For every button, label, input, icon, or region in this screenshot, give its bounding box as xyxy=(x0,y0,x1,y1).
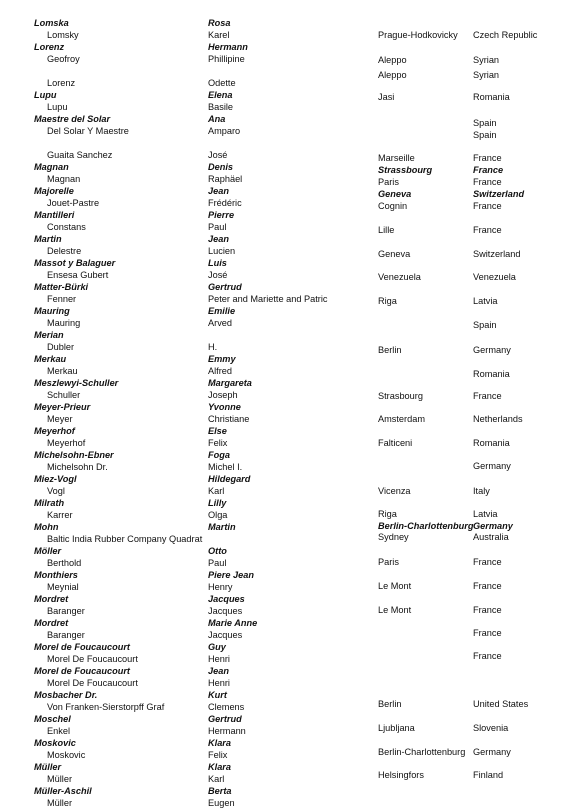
city-bold: Berlin-Charlottenburg xyxy=(378,521,474,531)
first-name-bold: Lilly xyxy=(208,498,227,508)
first-name: Paul xyxy=(208,222,227,232)
first-name-bold: Klara xyxy=(208,738,231,748)
country: France xyxy=(473,581,502,591)
first-name: Odette xyxy=(208,78,236,88)
country: Romania xyxy=(473,92,510,102)
person-name: Berthold xyxy=(47,558,82,568)
person-name: Enkel xyxy=(47,726,70,736)
person-name: Meynial xyxy=(47,582,79,592)
first-name-bold: Jean xyxy=(208,666,229,676)
city: Helsingfors xyxy=(378,770,424,780)
country: Syrian xyxy=(473,70,500,80)
city: Geneva xyxy=(378,249,411,259)
person-name: Karrer xyxy=(47,510,73,520)
city: Berlin xyxy=(378,699,402,709)
surname-header: Martin xyxy=(34,234,62,244)
first-name: Phillipine xyxy=(208,54,245,64)
first-name-bold: Otto xyxy=(208,546,227,556)
surname-header: Morel de Foucaucourt xyxy=(34,666,130,676)
first-name: Jacques xyxy=(208,606,243,616)
person-name: Vogl xyxy=(47,486,65,496)
city: Sydney xyxy=(378,532,409,542)
country: France xyxy=(473,225,502,235)
person-name: Müller xyxy=(47,774,73,784)
first-name: Amparo xyxy=(208,126,241,136)
first-name-bold: Luis xyxy=(208,258,227,268)
country: Latvia xyxy=(473,296,498,306)
city: Cognin xyxy=(378,201,408,211)
surname-header: Mohn xyxy=(34,522,59,532)
country: Switzerland xyxy=(473,249,521,259)
city: Ljubljana xyxy=(378,723,415,733)
city: Prague-Hodkovicky xyxy=(378,30,458,40)
city: Riga xyxy=(378,296,397,306)
country: Spain xyxy=(473,320,497,330)
person-name: Lupu xyxy=(47,102,68,112)
surname-header: Mantilleri xyxy=(34,210,75,220)
country: Germany xyxy=(473,461,511,471)
first-name: Alfred xyxy=(208,366,233,376)
city: Paris xyxy=(378,177,399,187)
first-name-bold: Ana xyxy=(208,114,226,124)
country: France xyxy=(473,201,502,211)
first-name: Frédéric xyxy=(208,198,242,208)
surname-header: Majorelle xyxy=(34,186,74,196)
surname-header: Massot y Balaguer xyxy=(34,258,116,268)
city: Strasbourg xyxy=(378,391,423,401)
country: Germany xyxy=(473,345,511,355)
country: France xyxy=(473,557,502,567)
country: Slovenia xyxy=(473,723,509,733)
person-name: Ensesa Gubert xyxy=(47,270,109,280)
first-name-bold: Klara xyxy=(208,762,231,772)
first-name-bold: Gertrud xyxy=(208,714,242,724)
first-name-bold: Yvonne xyxy=(208,402,241,412)
person-name: Constans xyxy=(47,222,86,232)
person-name: Baranger xyxy=(47,630,85,640)
surname-header: Lorenz xyxy=(34,42,65,52)
person-name: Meyer xyxy=(47,414,73,424)
first-name-bold: Martin xyxy=(208,522,236,532)
person-name: Jouet-Pastre xyxy=(47,198,100,208)
first-name-bold: Elena xyxy=(208,90,233,100)
first-name: Olga xyxy=(208,510,228,520)
person-name: Baltic India Rubber Company Quadrat xyxy=(47,534,203,544)
country: Australia xyxy=(473,532,509,542)
first-name-bold: Hildegard xyxy=(208,474,251,484)
first-name: José xyxy=(208,150,228,160)
country: United States xyxy=(473,699,529,709)
first-name: Michel I. xyxy=(208,462,243,472)
surname-header: Müller-Aschil xyxy=(34,786,92,796)
first-name-bold: Hermann xyxy=(208,42,248,52)
first-name: Jacques xyxy=(208,630,243,640)
surname-header: Müller xyxy=(34,762,62,772)
first-name-bold: Gertrud xyxy=(208,282,242,292)
surname-header: Morel de Foucaucourt xyxy=(34,642,130,652)
first-name: Felix xyxy=(208,750,228,760)
city: Lille xyxy=(378,225,395,235)
first-name: Karel xyxy=(208,30,230,40)
first-name-bold: Else xyxy=(208,426,227,436)
surname-header: Mauring xyxy=(34,306,70,316)
city: Jasi xyxy=(378,92,395,102)
first-name-bold: Kurt xyxy=(208,690,227,700)
surname-header: Milrath xyxy=(34,498,65,508)
first-name-bold: Jean xyxy=(208,186,229,196)
city: Vicenza xyxy=(378,486,411,496)
person-name: Michelsohn Dr. xyxy=(47,462,108,472)
first-name-bold: Guy xyxy=(208,642,226,652)
person-name: Lomsky xyxy=(47,30,79,40)
surname-header: Meyerhof xyxy=(34,426,75,436)
country-bold: France xyxy=(473,165,504,175)
person-name: Moskovic xyxy=(47,750,86,760)
city: Amsterdam xyxy=(378,414,425,424)
first-name-bold: Emmy xyxy=(208,354,236,364)
country: Venezuela xyxy=(473,272,516,282)
surname-header: Miez-Vogl xyxy=(34,474,77,484)
country: France xyxy=(473,605,502,615)
city: Berlin xyxy=(378,345,402,355)
first-name: Joseph xyxy=(208,390,238,400)
country: Germany xyxy=(473,747,511,757)
person-name: Del Solar Y Maestre xyxy=(47,126,129,136)
surname-header: Meszlewyi-Schuller xyxy=(34,378,119,388)
country: Latvia xyxy=(473,509,498,519)
surname-header: Mosbacher Dr. xyxy=(34,690,98,700)
surname-header: Lomska xyxy=(34,18,69,28)
first-name: Raphäel xyxy=(208,174,243,184)
person-name: Mauring xyxy=(47,318,81,328)
country: Finland xyxy=(473,770,504,780)
first-name-bold: Pierre xyxy=(208,210,235,220)
first-name-bold: Margareta xyxy=(208,378,252,388)
surname-header: Mordret xyxy=(34,618,69,628)
first-name: Felix xyxy=(208,438,228,448)
first-name: Karl xyxy=(208,486,225,496)
surname-header: Moskovic xyxy=(34,738,76,748)
city: Le Mont xyxy=(378,605,412,615)
country-bold: Switzerland xyxy=(473,189,525,199)
person-name: Morel De Foucaucourt xyxy=(47,678,138,688)
person-name: Fenner xyxy=(47,294,77,304)
city: Aleppo xyxy=(378,70,407,80)
first-name: Henri xyxy=(208,654,230,664)
city: Falticeni xyxy=(378,438,413,448)
first-name: Peter and Mariette and Patric xyxy=(208,294,328,304)
first-name: Christiane xyxy=(208,414,250,424)
first-name: Basile xyxy=(208,102,234,112)
country: Romania xyxy=(473,369,510,379)
first-name: Arved xyxy=(208,318,233,328)
surname-header: Maestre del Solar xyxy=(34,114,111,124)
city: Riga xyxy=(378,509,397,519)
surname-header: Lupu xyxy=(34,90,57,100)
country: Spain xyxy=(473,118,497,128)
person-name: Baranger xyxy=(47,606,85,616)
first-name-bold: Berta xyxy=(208,786,232,796)
person-name: Merkau xyxy=(47,366,78,376)
country: Italy xyxy=(473,486,490,496)
first-name-bold: Denis xyxy=(208,162,234,172)
first-name: Hermann xyxy=(208,726,246,736)
person-name: Magnan xyxy=(47,174,81,184)
country: France xyxy=(473,651,502,661)
surname-header: Möller xyxy=(34,546,62,556)
city-bold: Strassbourg xyxy=(378,165,433,175)
country: France xyxy=(473,177,502,187)
city: Berlin-Charlottenburg xyxy=(378,747,466,757)
country: France xyxy=(473,153,502,163)
country: France xyxy=(473,628,502,638)
country: France xyxy=(473,391,502,401)
country: Netherlands xyxy=(473,414,523,424)
surname-header: Merkau xyxy=(34,354,67,364)
first-name-bold: Emilie xyxy=(208,306,236,316)
surname-header: Magnan xyxy=(34,162,69,172)
first-name: Henri xyxy=(208,678,230,688)
first-name: José xyxy=(208,270,228,280)
person-name: Dubler xyxy=(47,342,75,352)
first-name: Karl xyxy=(208,774,225,784)
city: Marseille xyxy=(378,153,415,163)
city: Le Mont xyxy=(378,581,412,591)
city: Aleppo xyxy=(378,55,407,65)
first-name-bold: Jean xyxy=(208,234,229,244)
first-name: Paul xyxy=(208,558,227,568)
person-name: Guaita Sanchez xyxy=(47,150,113,160)
person-name: Delestre xyxy=(47,246,82,256)
person-name: Meyerhof xyxy=(47,438,86,448)
first-name: Lucien xyxy=(208,246,236,256)
person-name: Geofroy xyxy=(47,54,80,64)
surname-header: Meyer-Prieur xyxy=(34,402,91,412)
first-name: H. xyxy=(208,342,218,352)
person-name: Morel De Foucaucourt xyxy=(47,654,138,664)
country: Spain xyxy=(473,130,497,140)
country: Syrian xyxy=(473,55,500,65)
first-name-bold: Piere Jean xyxy=(208,570,254,580)
surname-header: Moschel xyxy=(34,714,71,724)
surname-header: Monthiers xyxy=(34,570,78,580)
first-name: Henry xyxy=(208,582,233,592)
city: Venezuela xyxy=(378,272,421,282)
country-bold: Germany xyxy=(473,521,513,531)
first-name: Clemens xyxy=(208,702,245,712)
city: Paris xyxy=(378,557,399,567)
first-name-bold: Jacques xyxy=(208,594,245,604)
city-bold: Geneva xyxy=(378,189,412,199)
surname-header: Michelsohn-Ebner xyxy=(34,450,114,460)
person-name: Lorenz xyxy=(47,78,76,88)
surname-header: Matter-Bürki xyxy=(34,282,89,292)
first-name-bold: Foga xyxy=(208,450,230,460)
first-name-bold: Marie Anne xyxy=(208,618,258,628)
first-name: Eugen xyxy=(208,798,235,808)
surname-header: Merian xyxy=(34,330,64,340)
person-name: Schuller xyxy=(47,390,81,400)
person-name: Müller xyxy=(47,798,73,808)
country: Czech Republic xyxy=(473,30,538,40)
person-name: Von Franken-Sierstorpff Graf xyxy=(47,702,165,712)
surname-header: Mordret xyxy=(34,594,69,604)
first-name-bold: Rosa xyxy=(208,18,231,28)
country: Romania xyxy=(473,438,510,448)
